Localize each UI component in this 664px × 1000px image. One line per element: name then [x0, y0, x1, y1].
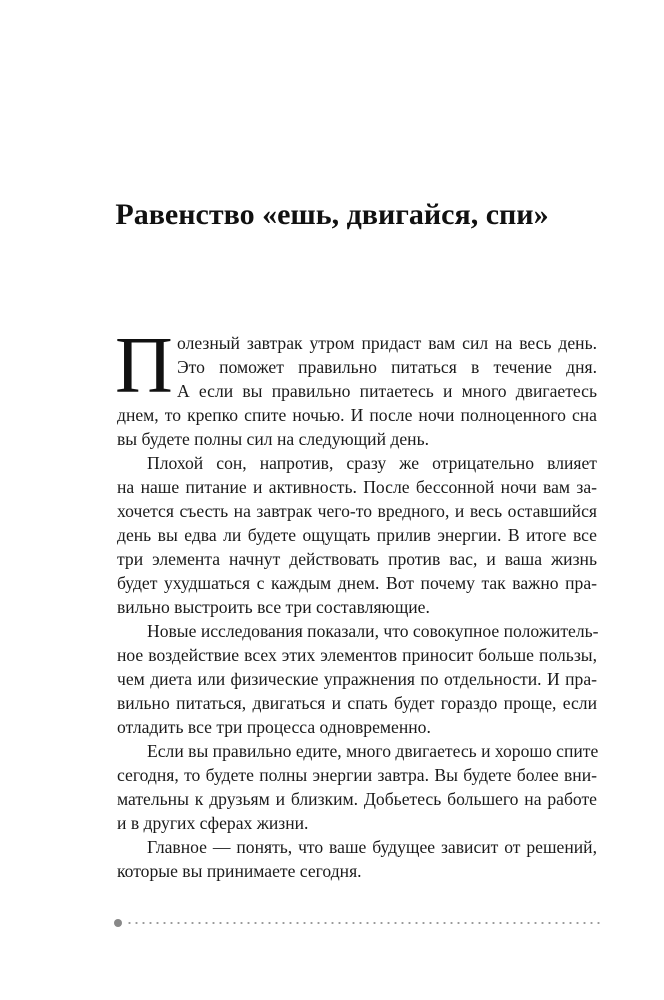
chapter-title: Равенство «ешь, двигайся, спи» [115, 198, 549, 231]
text-line: олезный завтрак утром придаст вам сил на весь день. [177, 333, 597, 353]
text-line: Новые исследования показали, что совокупное положитель- [147, 621, 599, 641]
text-line: Если вы правильно едите, много двигаетесь и хорошо спите [147, 741, 599, 761]
bullet-icon [114, 919, 122, 927]
text-line: отладить все три процесса одновременно. [117, 717, 431, 737]
text-line: вильно выстроить все три составляющие. [117, 597, 430, 617]
text-line: будет ухудшаться с каждым днем. Вот почему так важно пра- [117, 573, 597, 593]
text-line: вы будете полны сил на следующий день. [117, 429, 430, 449]
text-line: Главное — понять, что ваше будущее зависит от решений, [147, 837, 597, 857]
text-line: которые вы принимаете сегодня. [117, 861, 362, 881]
body-text [115, 322, 599, 883]
text-line: хочется съесть на завтрак чего-то вредного, и весь оставшийся [117, 501, 597, 521]
text-line: ное воздействие всех этих элементов приносит больше пользы, [117, 645, 597, 665]
text-line: три элемента начнут действовать против вас, и ваша жизнь [117, 549, 597, 569]
dotted-rule [114, 918, 600, 928]
text-line: А если вы правильно питаетесь и много двигаетесь [177, 381, 597, 401]
drop-cap: П [115, 322, 173, 410]
text-line: Плохой сон, напротив, сразу же отрицательно влияет [147, 453, 597, 473]
dotted-line [126, 922, 600, 924]
text-line: день вы едва ли будете ощущать прилив энергии. В итоге все [117, 525, 597, 545]
text-line: сегодня, то будете полны энергии завтра. Вы будете более вни- [117, 765, 597, 785]
text-line: вильно питаться, двигаться и спать будет гораздо проще, если [117, 693, 597, 713]
text-line: мательны к друзьям и близким. Добьетесь большего на работе [117, 789, 597, 809]
text-line: днем, то крепко спите ночью. И после ночи полноценного сна [117, 405, 597, 425]
text-line: на наше питание и активность. После бессонной ночи вам за- [117, 477, 597, 497]
text-line: чем диета или физические упражнения по отдельности. И пра- [117, 669, 597, 689]
text-line: и в других сферах жизни. [117, 813, 309, 833]
text-line: Это поможет правильно питаться в течение дня. [177, 357, 597, 377]
